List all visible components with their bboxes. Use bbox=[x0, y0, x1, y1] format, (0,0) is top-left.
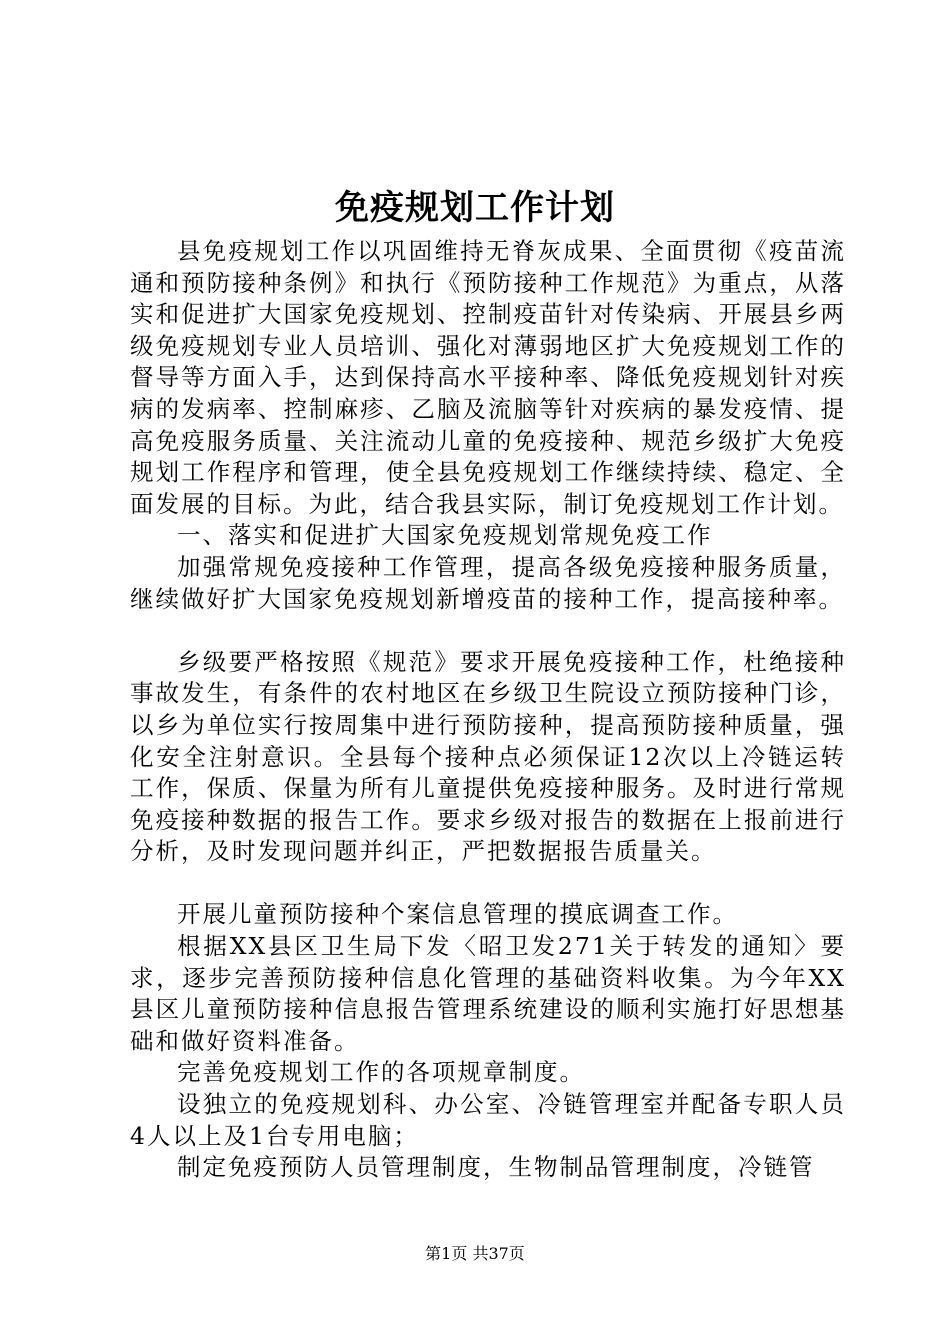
document-title: 免疫规划工作计划 bbox=[335, 188, 615, 228]
section-heading: 一、落实和促进扩大国家免疫规划常规免疫工作 bbox=[177, 521, 713, 550]
paragraph: 制定免疫预防人员管理制度，生物制品管理制度，冷链管 bbox=[177, 1153, 815, 1182]
paragraph: 根据XX县区卫生局下发〈昭卫发271关于转发的通知〉要求，逐步完善预防接种信息化管理的基础资料收集。为今年XX县区儿童预防接种信息报告管理系统建设的顺利实施打好思想基础和做好资料准备。 bbox=[130, 932, 846, 1055]
page-footer: 第1页 共37页 bbox=[425, 1244, 525, 1263]
paragraph: 完善免疫规划工作的各项规章制度。 bbox=[177, 1058, 585, 1087]
paragraph: 加强常规免疫接种工作管理，提高各级免疫接种服务质量，继续做好扩大国家免疫规划新增疫苗的接种工作，提高接种率。 bbox=[130, 552, 846, 613]
paragraph: 县免疫规划工作以巩固维持无脊灰成果、全面贯彻《疫苗流通和预防接种条例》和执行《预防接种工作规范》为重点，从落实和促进扩大国家免疫规划、控制疫苗针对传染病、开展县乡两级免疫规划专业人员培训、强化对薄弱地区扩大免疫规划工作的督导等方面入手，达到保持高水平接种率、降低免疫规划针对疾病的发病率、控制麻疹、乙脑及流脑等针对疾病的暴发疫情、提高免疫服务质量、关注流动儿童的免疫接种、规范乡级扩大免疫规划工作程序和管理，使全县免疫规划工作继续持续、稳定、全面发展的目标。为此，结合我县实际，制订免疫规划工作计划。 bbox=[130, 237, 846, 518]
document-body bbox=[130, 236, 846, 1184]
paragraph: 开展儿童预防接种个案信息管理的摸底调查工作。 bbox=[177, 900, 738, 929]
paragraph: 设独立的免疫规划科、办公室、冷链管理室并配备专职人员4人以上及1台专用电脑； bbox=[130, 1090, 846, 1150]
paragraph: 乡级要严格按照《规范》要求开展免疫接种工作，杜绝接种事故发生，有条件的农村地区在乡级卫生院设立预防接种门诊，以乡为单位实行按周集中进行预防接种，提高预防接种质量，强化安全注射意识。全县每个接种点必须保证12次以上冷链运转工作，保质、保量为所有儿童提供免疫接种服务。及时进行常规免疫接种数据的报告工作。要求乡级对报告的数据在上报前进行分析，及时发现问题并纠正，严把数据报告质量关。 bbox=[130, 647, 846, 866]
